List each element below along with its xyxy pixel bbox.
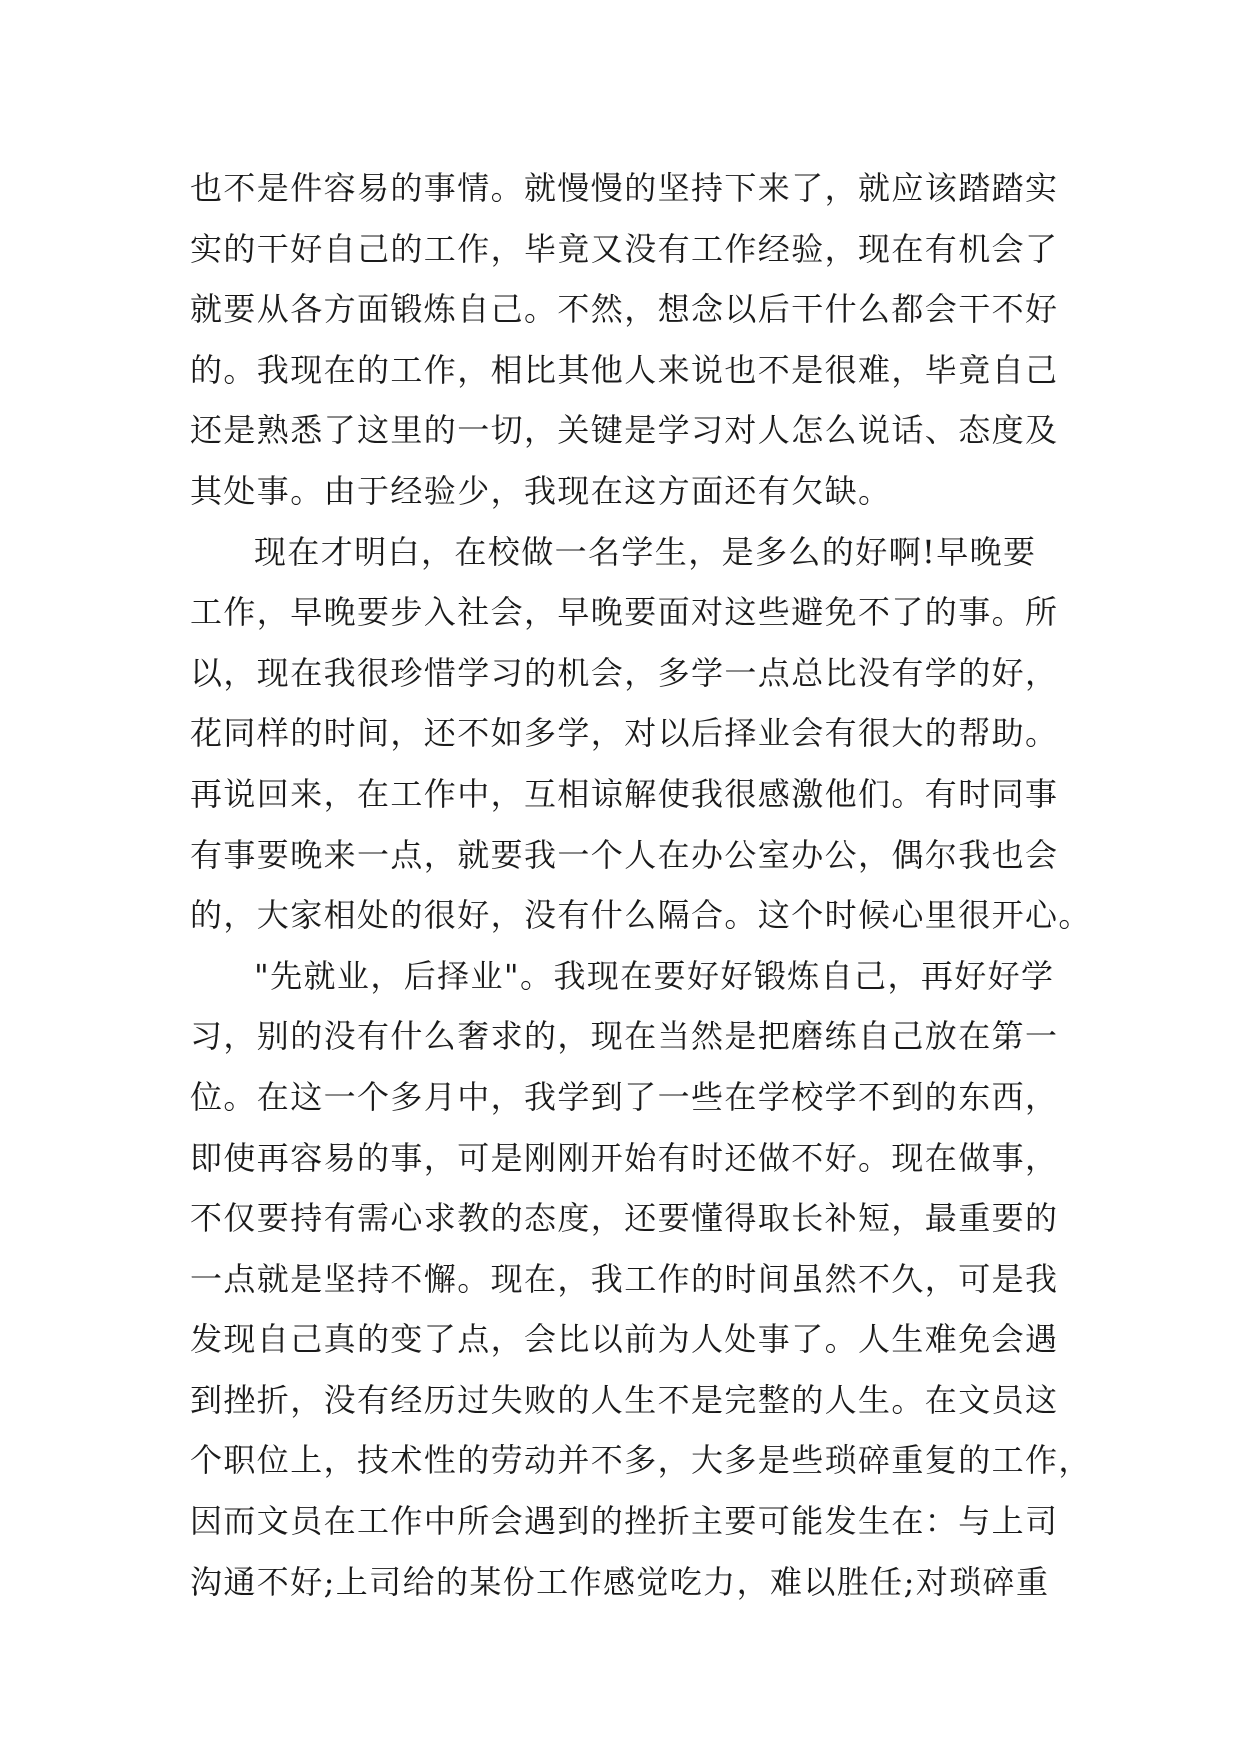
- text-line: 的。我现在的工作，相比其他人来说也不是很难，毕竟自己: [190, 350, 1059, 389]
- text-line: 沟通不好;上司给的某份工作感觉吃力，难以胜任;对琐碎重: [190, 1562, 1050, 1601]
- text-line: 其处事。由于经验少，我现在这方面还有欠缺。: [190, 471, 892, 510]
- text-line: 的，大家相处的很好，没有什么隔合。这个时候心里很开心。: [190, 896, 1092, 935]
- text-line: 即使再容易的事，可是刚刚开始有时还做不好。现在做事，: [190, 1138, 1059, 1177]
- text-line: 再说回来，在工作中，互相谅解使我很感激他们。有时同事: [190, 774, 1059, 813]
- text-line: 个职位上，技术性的劳动并不多，大多是些琐碎重复的工作，: [190, 1441, 1092, 1480]
- text-line: 不仅要持有需心求教的态度，还要懂得取长补短，最重要的: [190, 1199, 1059, 1238]
- text-line: 有事要晚来一点，就要我一个人在办公室办公，偶尔我也会: [190, 835, 1059, 874]
- text-line: 花同样的时间，还不如多学，对以后择业会有很大的帮助。: [190, 714, 1059, 753]
- text-line: 就要从各方面锻炼自己。不然，想念以后干什么都会干不好: [190, 290, 1059, 329]
- text-line: 一点就是坚持不懈。现在，我工作的时间虽然不久，可是我: [190, 1259, 1059, 1298]
- text-line: 到挫折，没有经历过失败的人生不是完整的人生。在文员这: [190, 1380, 1059, 1419]
- text-line: 位。在这一个多月中，我学到了一些在学校学不到的东西，: [190, 1077, 1059, 1116]
- text-line: 还是熟悉了这里的一切，关键是学习对人怎么说话、态度及: [190, 411, 1059, 450]
- paragraph-start-line: "先就业，后择业"。我现在要好好锻炼自己，再好好学: [254, 956, 1055, 995]
- text-line: 也不是件容易的事情。就慢慢的坚持下来了，就应该踏踏实: [190, 169, 1059, 207]
- text-line: 工作，早晚要步入社会，早晚要面对这些避免不了的事。所: [190, 593, 1059, 632]
- text-line: 发现自己真的变了点，会比以前为人处事了。人生难免会遇: [190, 1320, 1059, 1359]
- body-text: [190, 158, 1092, 1612]
- paragraph-start-line: 现在才明白，在校做一名学生，是多么的好啊!早晚要: [254, 532, 1037, 571]
- text-line: 以，现在我很珍惜学习的机会，多学一点总比没有学的好，: [190, 653, 1059, 692]
- text-line: 实的干好自己的工作，毕竟又没有工作经验，现在有机会了: [190, 229, 1059, 268]
- text-line: 习，别的没有什么奢求的，现在当然是把磨练自己放在第一: [190, 1017, 1059, 1056]
- text-line: 因而文员在工作中所会遇到的挫折主要可能发生在：与上司: [190, 1502, 1059, 1541]
